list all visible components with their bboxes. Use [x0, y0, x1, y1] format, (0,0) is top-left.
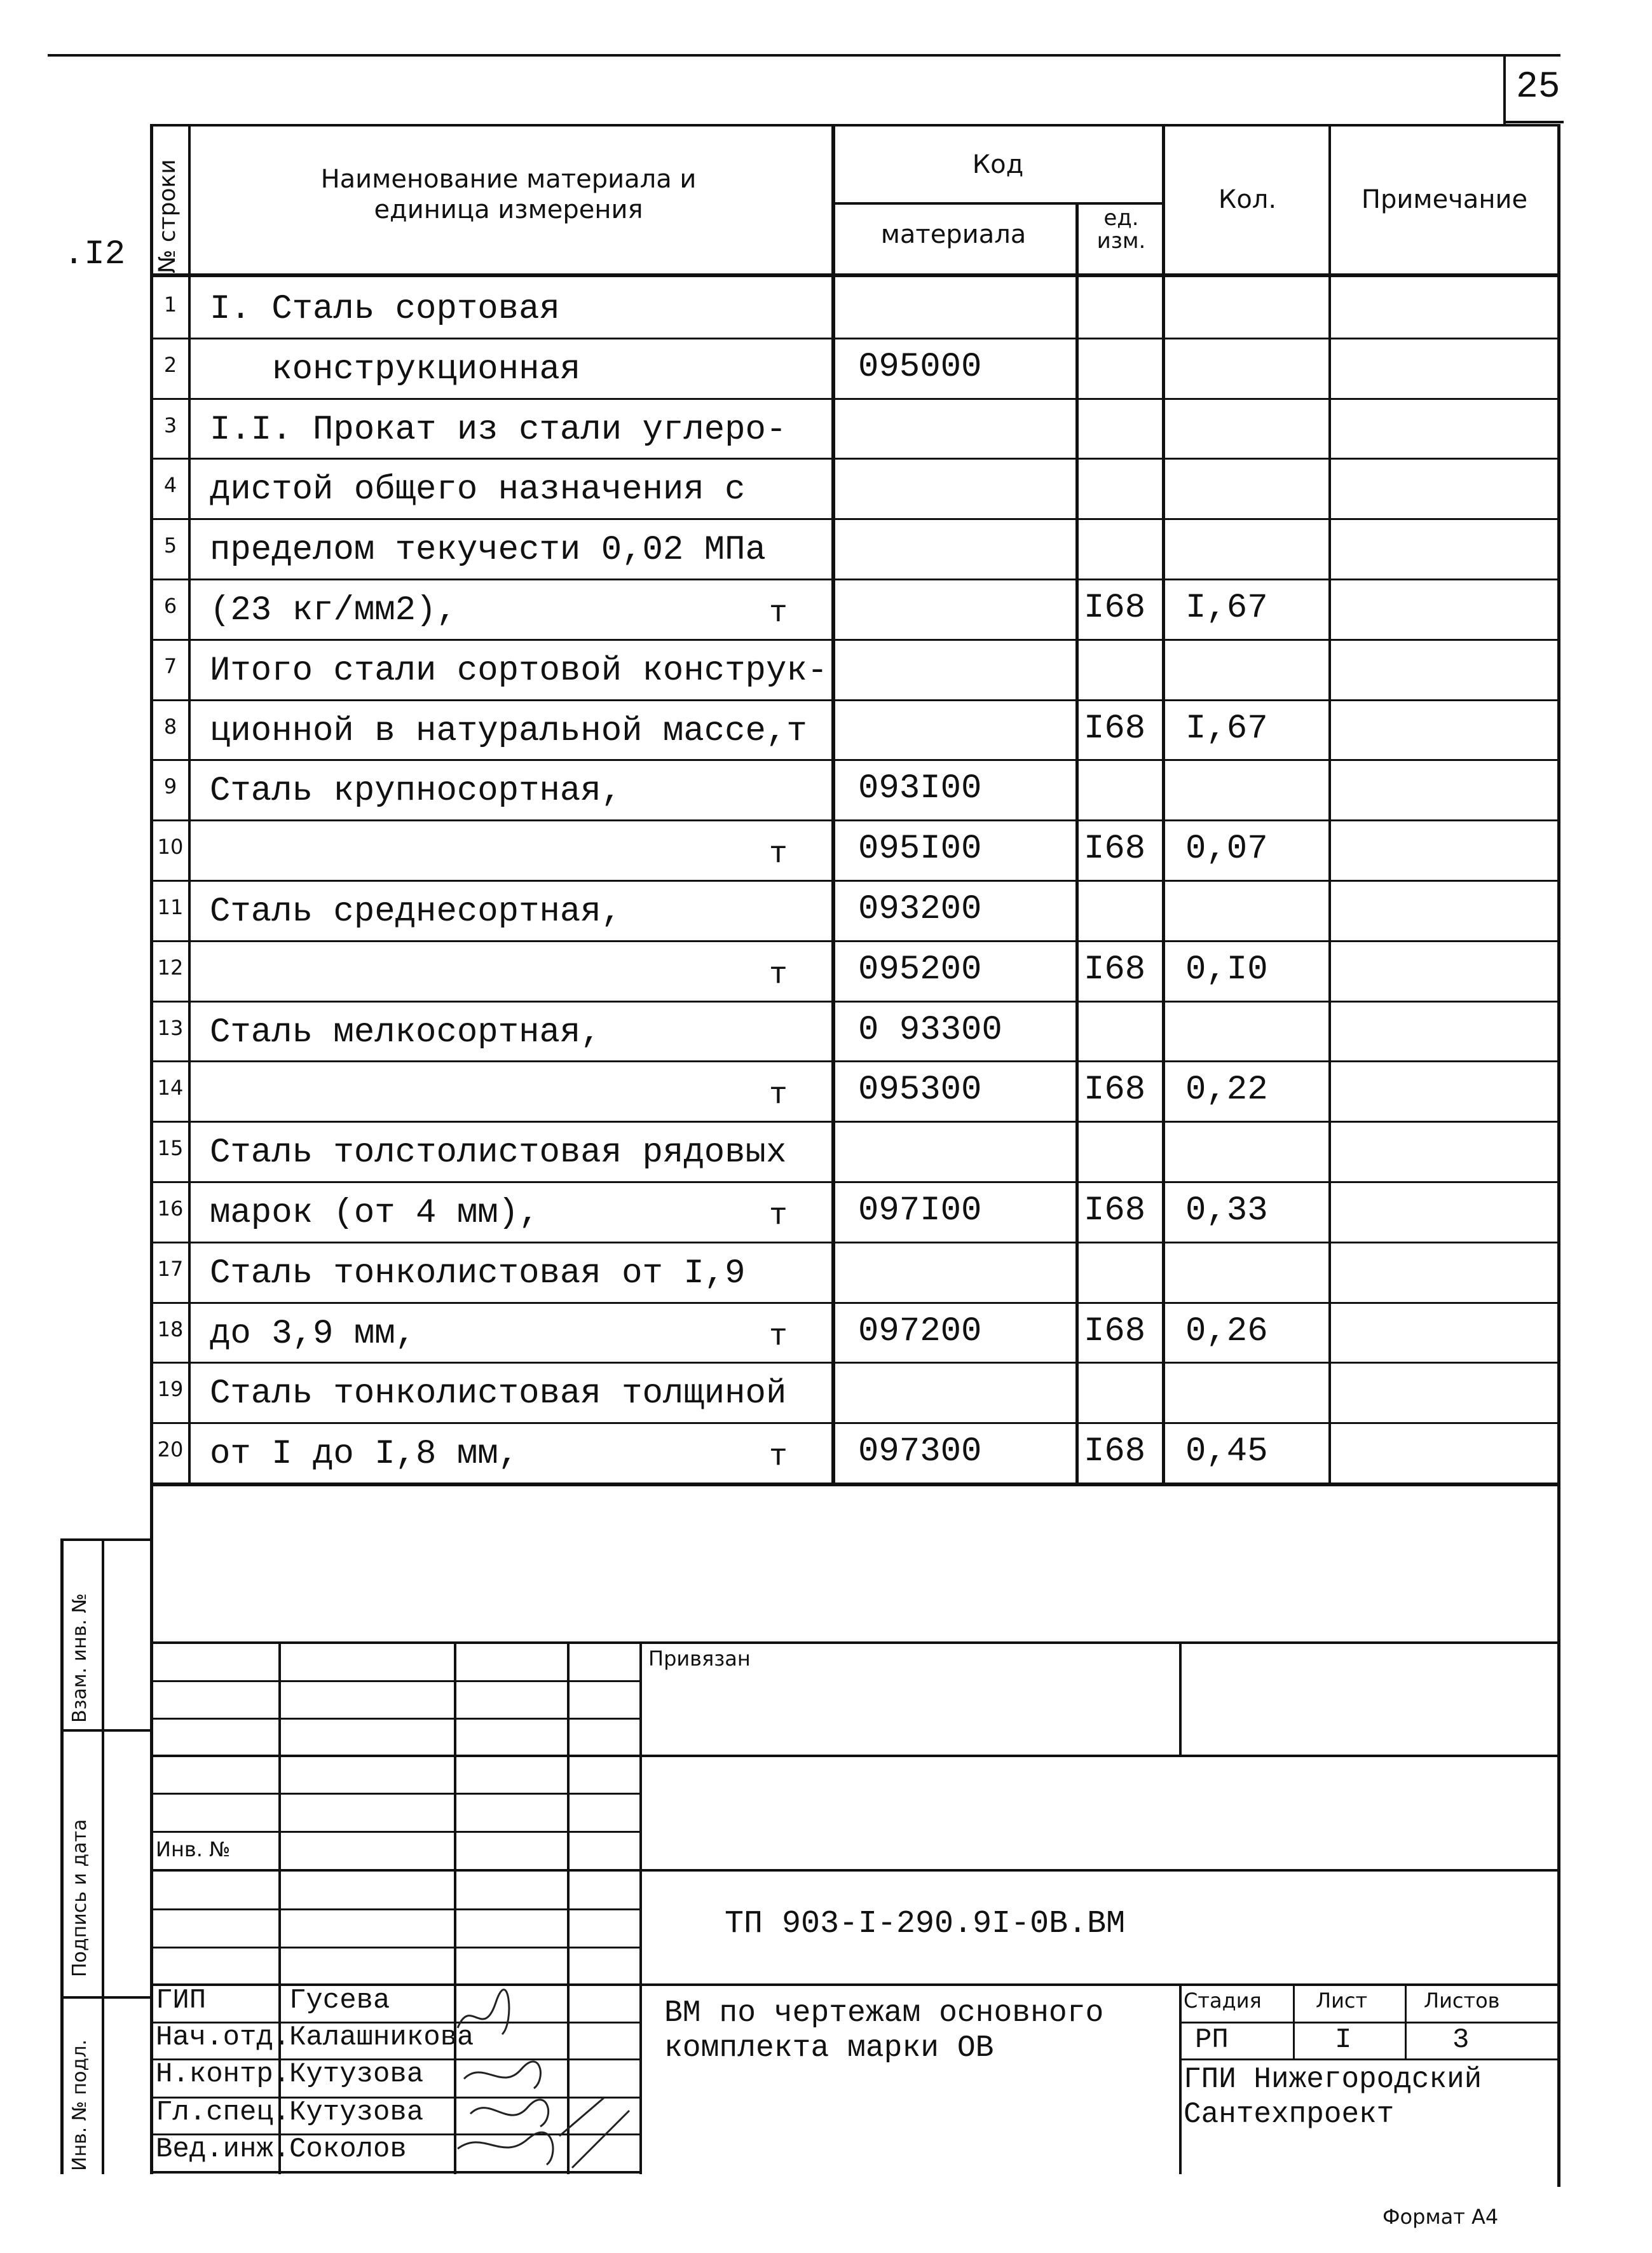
material-col-border — [1075, 202, 1079, 1484]
row-separator — [150, 398, 1560, 400]
code-subheader-border — [831, 202, 1164, 205]
quantity: 0,33 — [1185, 1191, 1268, 1230]
unit-code: I68 — [1084, 1191, 1146, 1230]
quantity: 0,22 — [1185, 1071, 1268, 1110]
signer-name: Калашникова — [289, 2022, 474, 2053]
row-separator — [150, 518, 1560, 520]
stamp-row-e — [150, 1869, 641, 1872]
stamp-row-c — [150, 1793, 641, 1795]
material-name: Итого стали сортовой конструк- — [210, 651, 828, 690]
row-separator — [150, 458, 1560, 460]
unit-code: I68 — [1084, 1071, 1146, 1110]
side-mark: .I2 — [64, 235, 126, 274]
row-number: 11 — [157, 895, 184, 919]
signer-role: ГИП — [156, 1985, 207, 2017]
side-label-inv-podl: Инв. № подл. — [69, 2039, 91, 2171]
unit-col-border — [1162, 124, 1165, 1484]
row-separator — [150, 1242, 1560, 1243]
row-number: 8 — [163, 714, 177, 739]
signer-name: Кутузова — [289, 2097, 424, 2128]
header-code: Код — [972, 150, 1024, 179]
material-name: дистой общего назначения с — [210, 470, 746, 510]
row-separator — [150, 759, 1560, 761]
side-label-vzam: Взам. инв. № — [69, 1593, 91, 1723]
stamp-col-right-bottom — [1179, 1983, 1182, 2174]
row-number: 1 — [163, 292, 177, 317]
material-name: (23 кг/мм2), — [210, 591, 457, 630]
material-name: Сталь среднесортная, — [210, 893, 622, 931]
side-label-podpis: Подпись и дата — [69, 1819, 91, 1977]
material-name: Сталь толстолистовая рядовых — [210, 1133, 787, 1173]
table-bottom-border — [150, 1483, 1560, 1486]
signer-name: Соколов — [289, 2133, 407, 2165]
right-border-bottom — [1557, 2126, 1560, 2187]
stamp-line-2 — [150, 1755, 1560, 1757]
quantity: 0,07 — [1185, 830, 1268, 869]
row-number: 7 — [163, 654, 177, 678]
row-separator — [150, 1060, 1560, 1062]
signer-name: Гусева — [289, 1985, 390, 2017]
qty-col-border — [1328, 124, 1331, 1484]
name-col-border — [831, 124, 835, 1484]
header-qty: Кол. — [1218, 185, 1277, 214]
material-name: ционной в натуральной массе,т — [210, 711, 807, 751]
quantity: 0,26 — [1185, 1311, 1268, 1351]
page-number-box-bottom — [1503, 121, 1564, 123]
row-number: 4 — [163, 473, 177, 498]
stamp-left-border — [150, 1484, 153, 2174]
stamp-row-b — [150, 1718, 641, 1720]
signer-role: Вед.инж. — [156, 2133, 290, 2165]
row-separator — [150, 1422, 1560, 1424]
material-name: от I до I,8 мм, — [210, 1435, 519, 1474]
sheets-label: Листов — [1424, 1989, 1500, 2013]
unit-code: I68 — [1084, 709, 1146, 748]
stage-col2 — [1405, 1983, 1407, 2060]
header-material: материала — [880, 220, 1027, 249]
header-name: Наименование материала и единица измерения — [320, 165, 697, 224]
row-number: 2 — [163, 352, 177, 377]
stamp-inv-no: Инв. № — [156, 1837, 231, 1861]
unit: т — [769, 1078, 788, 1113]
unit: т — [769, 596, 788, 631]
stamp-line-4 — [642, 1983, 1560, 1986]
unit: т — [769, 957, 788, 992]
signer-role: Гл.спец. — [156, 2097, 290, 2128]
material-code: 095200 — [858, 950, 982, 989]
quantity: I,67 — [1185, 589, 1268, 627]
row-separator — [150, 1302, 1560, 1304]
row-separator — [150, 338, 1560, 339]
row-number: 16 — [157, 1196, 184, 1221]
signer-role: Н.контр. — [156, 2058, 290, 2090]
material-code: 0 93300 — [858, 1010, 1002, 1050]
unit: т — [769, 837, 788, 872]
quantity: 0,I0 — [1185, 950, 1268, 989]
row-separator — [150, 579, 1560, 580]
unit: т — [769, 1199, 788, 1233]
page-number: 25 — [1516, 67, 1560, 108]
stage-label: Стадия — [1184, 1989, 1262, 2013]
material-name: марок (от 4 мм), — [210, 1194, 540, 1233]
row-separator — [150, 1362, 1560, 1364]
unit-code: I68 — [1084, 830, 1146, 869]
signer-role: Нач.отд. — [156, 2022, 290, 2053]
stamp-col1a — [278, 1641, 281, 1870]
row-separator — [150, 1001, 1560, 1003]
material-code: 097300 — [858, 1432, 982, 1472]
quantity: I,67 — [1185, 709, 1268, 748]
stage-val-line — [1179, 2058, 1560, 2060]
row-number: 15 — [157, 1136, 184, 1161]
unit-code: I68 — [1084, 589, 1146, 627]
row-number: 9 — [163, 774, 177, 799]
stamp-col-right-top — [1179, 1641, 1182, 1755]
stamp-row-a — [150, 1680, 641, 1682]
material-code: 095000 — [858, 347, 982, 387]
org-line2: Сантехпроект — [1184, 2098, 1395, 2131]
unit-code: I68 — [1084, 1432, 1146, 1472]
material-name: пределом текучести 0,02 МПа — [210, 531, 766, 570]
stage-hdr-line — [1179, 2022, 1560, 2024]
table-right-border — [1557, 124, 1560, 2184]
unit: т — [769, 1319, 788, 1354]
material-code: 093I00 — [858, 769, 982, 809]
unit-code: I68 — [1084, 1311, 1146, 1351]
side-strip-div2 — [60, 1996, 150, 1999]
stamp-top-border — [150, 1641, 1560, 1644]
row-number: 5 — [163, 533, 177, 558]
material-name: Сталь мелкосортная, — [210, 1013, 601, 1052]
material-name: Сталь тонколистовая от I,9 — [210, 1254, 746, 1293]
doc-title-line2: комплекта марки ОВ — [664, 2031, 994, 2065]
stage-value: РП — [1195, 2024, 1229, 2056]
header-row-no: № строки — [154, 159, 181, 273]
side-strip-inner — [102, 1538, 104, 2174]
material-code: 095I00 — [858, 830, 982, 869]
material-name: I. Сталь сортовая — [210, 290, 560, 329]
row-number: 3 — [163, 413, 177, 437]
material-code: 095300 — [858, 1071, 982, 1110]
stamp-line-3 — [642, 1869, 1560, 1872]
quantity: 0,45 — [1185, 1432, 1268, 1472]
material-name: Сталь крупносортная, — [210, 772, 622, 811]
row-separator — [150, 819, 1560, 821]
row-number: 10 — [157, 835, 184, 859]
top-rule — [48, 54, 1560, 57]
row-number: 18 — [157, 1317, 184, 1341]
header-note: Примечание — [1361, 185, 1528, 214]
row-number: 12 — [157, 955, 184, 980]
row-number: 14 — [157, 1076, 184, 1100]
row-separator — [150, 940, 1560, 942]
org-line1: ГПИ Нижегородский — [1184, 2063, 1482, 2096]
side-strip-top — [60, 1538, 150, 1541]
header-top-border — [150, 124, 1560, 127]
row-number: 6 — [163, 594, 177, 618]
row-separator — [150, 880, 1560, 882]
format-label: Формат А4 — [1382, 2205, 1499, 2229]
header-bottom-border — [150, 273, 1560, 277]
unit: т — [769, 1440, 788, 1475]
doc-code: ТП 903-I-290.9I-0В.ВМ — [725, 1906, 1126, 1942]
row-number: 19 — [157, 1377, 184, 1402]
material-code: 097200 — [858, 1311, 982, 1351]
material-name: Сталь тонколистовая толщиной — [210, 1374, 787, 1414]
stamp-row-d — [150, 1831, 641, 1833]
header-unit-code: ед. изм. — [1096, 205, 1146, 254]
row-number: 13 — [157, 1015, 184, 1040]
stamp-row-f — [150, 1908, 641, 1910]
side-strip-div1 — [60, 1729, 150, 1732]
material-code: 097I00 — [858, 1191, 982, 1230]
row-separator — [150, 1121, 1560, 1123]
row-number: 20 — [157, 1437, 184, 1462]
material-name: I.I. Прокат из стали углеро- — [210, 410, 787, 449]
row-separator — [150, 639, 1560, 641]
page-number-box-left — [1503, 54, 1506, 124]
side-strip-outer — [60, 1538, 64, 2174]
row-separator — [150, 699, 1560, 701]
stamp-row-g — [150, 1947, 641, 1948]
row-separator — [150, 1181, 1560, 1183]
row-number: 17 — [157, 1256, 184, 1281]
material-code: 093200 — [858, 890, 982, 929]
sheet-label: Лист — [1316, 1989, 1368, 2013]
stamp-privyazan: Привязан — [648, 1647, 751, 1671]
stage-col1 — [1293, 1983, 1295, 2060]
sheets-value: 3 — [1452, 2024, 1470, 2056]
sheet-value: I — [1335, 2024, 1352, 2056]
unit-code: I68 — [1084, 950, 1146, 989]
material-name: конструкционная — [210, 350, 581, 389]
material-name: до 3,9 мм, — [210, 1314, 416, 1353]
signer-name: Кутузова — [289, 2058, 424, 2090]
signature-scribbles — [445, 1983, 655, 2174]
doc-title-line1: ВМ по чертежам основного — [664, 1996, 1104, 2030]
